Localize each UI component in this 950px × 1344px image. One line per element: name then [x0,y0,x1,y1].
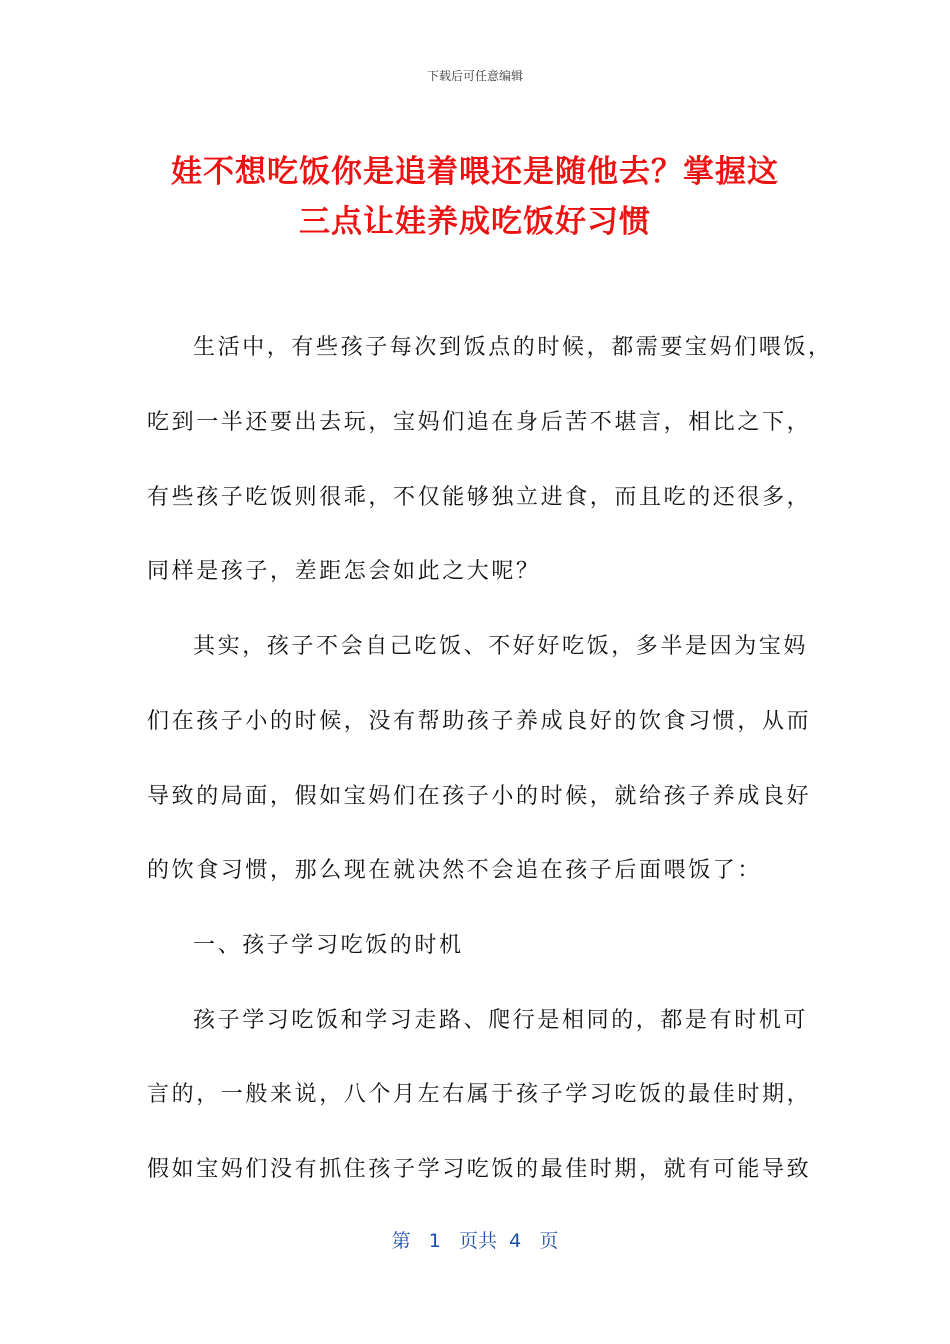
footer-middle: 页共 [459,1230,498,1252]
footer-suffix: 页 [539,1230,559,1252]
paragraph-line: 言的，一般来说，八个月左右属于孩子学习吃饭的最佳时期， [147,1082,812,1107]
paragraph-line: 生活中，有些孩子每次到饭点的时候，都需要宝妈们喂饭， [193,335,833,360]
section-heading: 一、孩子学习吃饭的时机 [193,933,464,958]
document-title-line-1: 娃不想吃饭你是追着喂还是随他去？掌握这 [171,154,779,190]
footer-total-pages: 4 [509,1230,522,1252]
page-footer [0,1226,950,1253]
header-note: 下载后可任意编辑 [426,69,523,83]
paragraph-line: 其实，孩子不会自己吃饭、不好好吃饭，多半是因为宝妈 [193,634,809,659]
paragraph-line: 孩子学习吃饭和学习走路、爬行是相同的，都是有时机可 [193,1008,809,1033]
paragraph-line: 导致的局面，假如宝妈们在孩子小的时候，就给孩子养成良好 [147,784,812,809]
paragraph-line: 的饮食习惯，那么现在就决然不会追在孩子后面喂饭了： [147,858,763,883]
paragraph-line: 有些孩子吃饭则很乖，不仅能够独立进食，而且吃的还很多， [147,485,812,510]
paragraph-line: 假如宝妈们没有抓住孩子学习吃饭的最佳时期，就有可能导致 [147,1157,812,1182]
paragraph-line: 们在孩子小的时候，没有帮助孩子养成良好的饮食习惯，从而 [147,709,812,734]
document-title-line-2: 三点让娃养成吃饭好习惯 [299,204,651,240]
paragraph-line: 同样是孩子，差距怎会如此之大呢？ [147,559,541,584]
footer-prefix: 第 [391,1230,411,1252]
paragraph-line: 吃到一半还要出去玩，宝妈们追在身后苦不堪言，相比之下， [147,410,812,435]
footer-page-number: 1 [428,1230,441,1252]
